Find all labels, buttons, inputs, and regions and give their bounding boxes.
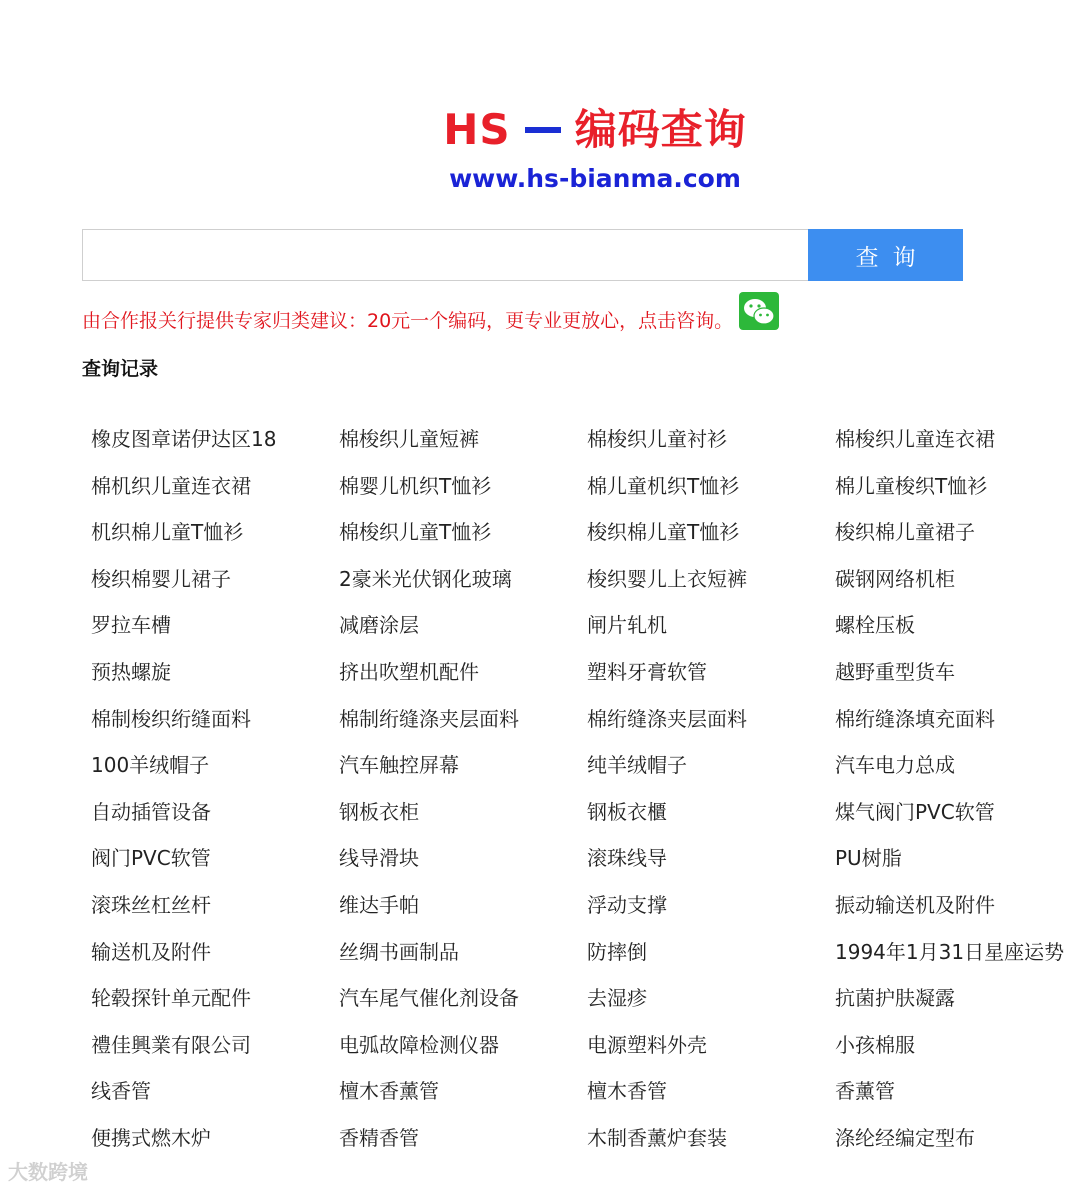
- record-link[interactable]: 去湿疹: [587, 986, 647, 1011]
- logo-title-left: HS: [443, 105, 511, 154]
- record-link[interactable]: 棉儿童机织T恤衫: [587, 473, 740, 498]
- record-link[interactable]: 钢板衣櫃: [587, 799, 667, 824]
- record-link[interactable]: 纯羊绒帽子: [587, 753, 687, 778]
- record-link[interactable]: 输送机及附件: [91, 939, 211, 964]
- record-link[interactable]: 2豪米光伏钢化玻璃: [339, 566, 512, 591]
- record-link[interactable]: 浮动支撑: [587, 892, 667, 917]
- records-title: 查询记录: [82, 358, 159, 380]
- record-link[interactable]: 棉梭织儿童连衣裙: [835, 427, 995, 451]
- record-link[interactable]: 钢板衣柜: [339, 799, 419, 824]
- record-link[interactable]: 煤气阀门PVC软管: [835, 799, 995, 824]
- search-bar: [82, 229, 963, 281]
- record-link[interactable]: 棉梭织儿童T恤衫: [339, 520, 492, 545]
- record-link[interactable]: 梭织棉儿童T恤衫: [587, 520, 740, 545]
- record-link[interactable]: 滚珠线导: [587, 846, 667, 871]
- logo-title-right: 编码查询: [574, 105, 747, 154]
- record-link[interactable]: 木制香薰炉套装: [587, 1125, 727, 1150]
- record-link[interactable]: 电弧故障检测仪器: [339, 1032, 499, 1057]
- watermark: 大数跨境: [8, 1160, 88, 1184]
- promo-banner[interactable]: [82, 292, 779, 333]
- record-link[interactable]: 丝绸书画制品: [339, 939, 459, 964]
- search-button[interactable]: 查询: [808, 229, 963, 281]
- search-input[interactable]: [82, 229, 808, 281]
- record-link[interactable]: 滚珠丝杠丝杆: [91, 892, 211, 917]
- record-link[interactable]: 螺栓压板: [835, 613, 915, 638]
- record-link[interactable]: 线香管: [91, 1079, 151, 1104]
- record-link[interactable]: 预热螺旋: [91, 659, 171, 684]
- record-link[interactable]: 小孩棉服: [835, 1032, 915, 1057]
- record-link[interactable]: 100羊绒帽子: [91, 753, 210, 778]
- record-link[interactable]: 棉绗缝涤夹层面料: [587, 706, 747, 731]
- record-link[interactable]: 汽车触控屏幕: [339, 753, 459, 778]
- record-link[interactable]: 线导滑块: [339, 846, 419, 871]
- record-link[interactable]: 减磨涂层: [339, 613, 419, 638]
- record-link[interactable]: 棉制绗缝涤夹层面料: [339, 706, 519, 731]
- record-link[interactable]: 香精香管: [339, 1125, 419, 1150]
- record-link[interactable]: 棉儿童梭织T恤衫: [835, 473, 988, 498]
- record-link[interactable]: PU树脂: [835, 846, 902, 871]
- site-logo-title: [0, 104, 1080, 156]
- record-link[interactable]: 碳钢网络机柜: [835, 566, 955, 591]
- record-link[interactable]: 橡皮图章诺伊达区18: [91, 427, 277, 451]
- record-link[interactable]: 梭织棉儿童裙子: [835, 520, 975, 545]
- wechat-icon[interactable]: [739, 292, 779, 330]
- record-link[interactable]: 挤出吹塑机配件: [339, 659, 479, 684]
- logo-dash: [525, 127, 561, 133]
- record-link[interactable]: 罗拉车槽: [91, 613, 171, 638]
- record-link[interactable]: 防摔倒: [587, 939, 647, 964]
- promo-text[interactable]: 由合作报关行提供专家归类建议：20元一个编码，更专业更放心，点击咨询。: [82, 310, 734, 332]
- record-link[interactable]: 1994年1月31日星座运势: [835, 939, 1065, 964]
- record-link[interactable]: 棉梭织儿童衬衫: [587, 427, 727, 451]
- record-link[interactable]: 棉绗缝涤填充面料: [835, 706, 995, 731]
- record-link[interactable]: 棉婴儿机织T恤衫: [339, 473, 492, 498]
- record-link[interactable]: 汽车尾气催化剂设备: [339, 986, 519, 1011]
- site-logo-url: www.hs-bianma.com: [449, 164, 741, 193]
- record-link[interactable]: 棉制梭织绗缝面料: [91, 706, 251, 731]
- record-link[interactable]: 维达手帕: [339, 892, 419, 917]
- record-link[interactable]: 涤纶经编定型布: [835, 1125, 975, 1150]
- record-link[interactable]: 梭织婴儿上衣短裤: [587, 566, 747, 591]
- records-grid: [91, 424, 1080, 1170]
- record-link[interactable]: 香薰管: [835, 1079, 895, 1104]
- record-link[interactable]: 振动输送机及附件: [835, 892, 995, 917]
- record-link[interactable]: 轮毂探针单元配件: [91, 986, 251, 1011]
- record-link[interactable]: 塑料牙膏软管: [587, 659, 707, 684]
- record-link[interactable]: 棉梭织儿童短裤: [339, 427, 479, 451]
- record-link[interactable]: 抗菌护肤凝露: [835, 986, 955, 1011]
- record-link[interactable]: 越野重型货车: [835, 659, 955, 684]
- record-link[interactable]: 闸片轧机: [587, 613, 667, 638]
- record-link[interactable]: 棉机织儿童连衣裙: [91, 473, 251, 498]
- record-link[interactable]: 檀木香管: [587, 1079, 667, 1104]
- record-link[interactable]: 便携式燃木炉: [91, 1125, 211, 1150]
- record-link[interactable]: 阀门PVC软管: [91, 846, 211, 871]
- record-link[interactable]: 汽车电力总成: [835, 753, 955, 778]
- record-link[interactable]: 电源塑料外壳: [587, 1032, 707, 1057]
- record-link[interactable]: 自动插管设备: [91, 799, 211, 824]
- record-link[interactable]: 机织棉儿童T恤衫: [91, 520, 244, 545]
- record-link[interactable]: 檀木香薰管: [339, 1079, 439, 1104]
- record-link[interactable]: 禮佳興業有限公司: [91, 1032, 251, 1057]
- record-link[interactable]: 梭织棉婴儿裙子: [91, 566, 231, 591]
